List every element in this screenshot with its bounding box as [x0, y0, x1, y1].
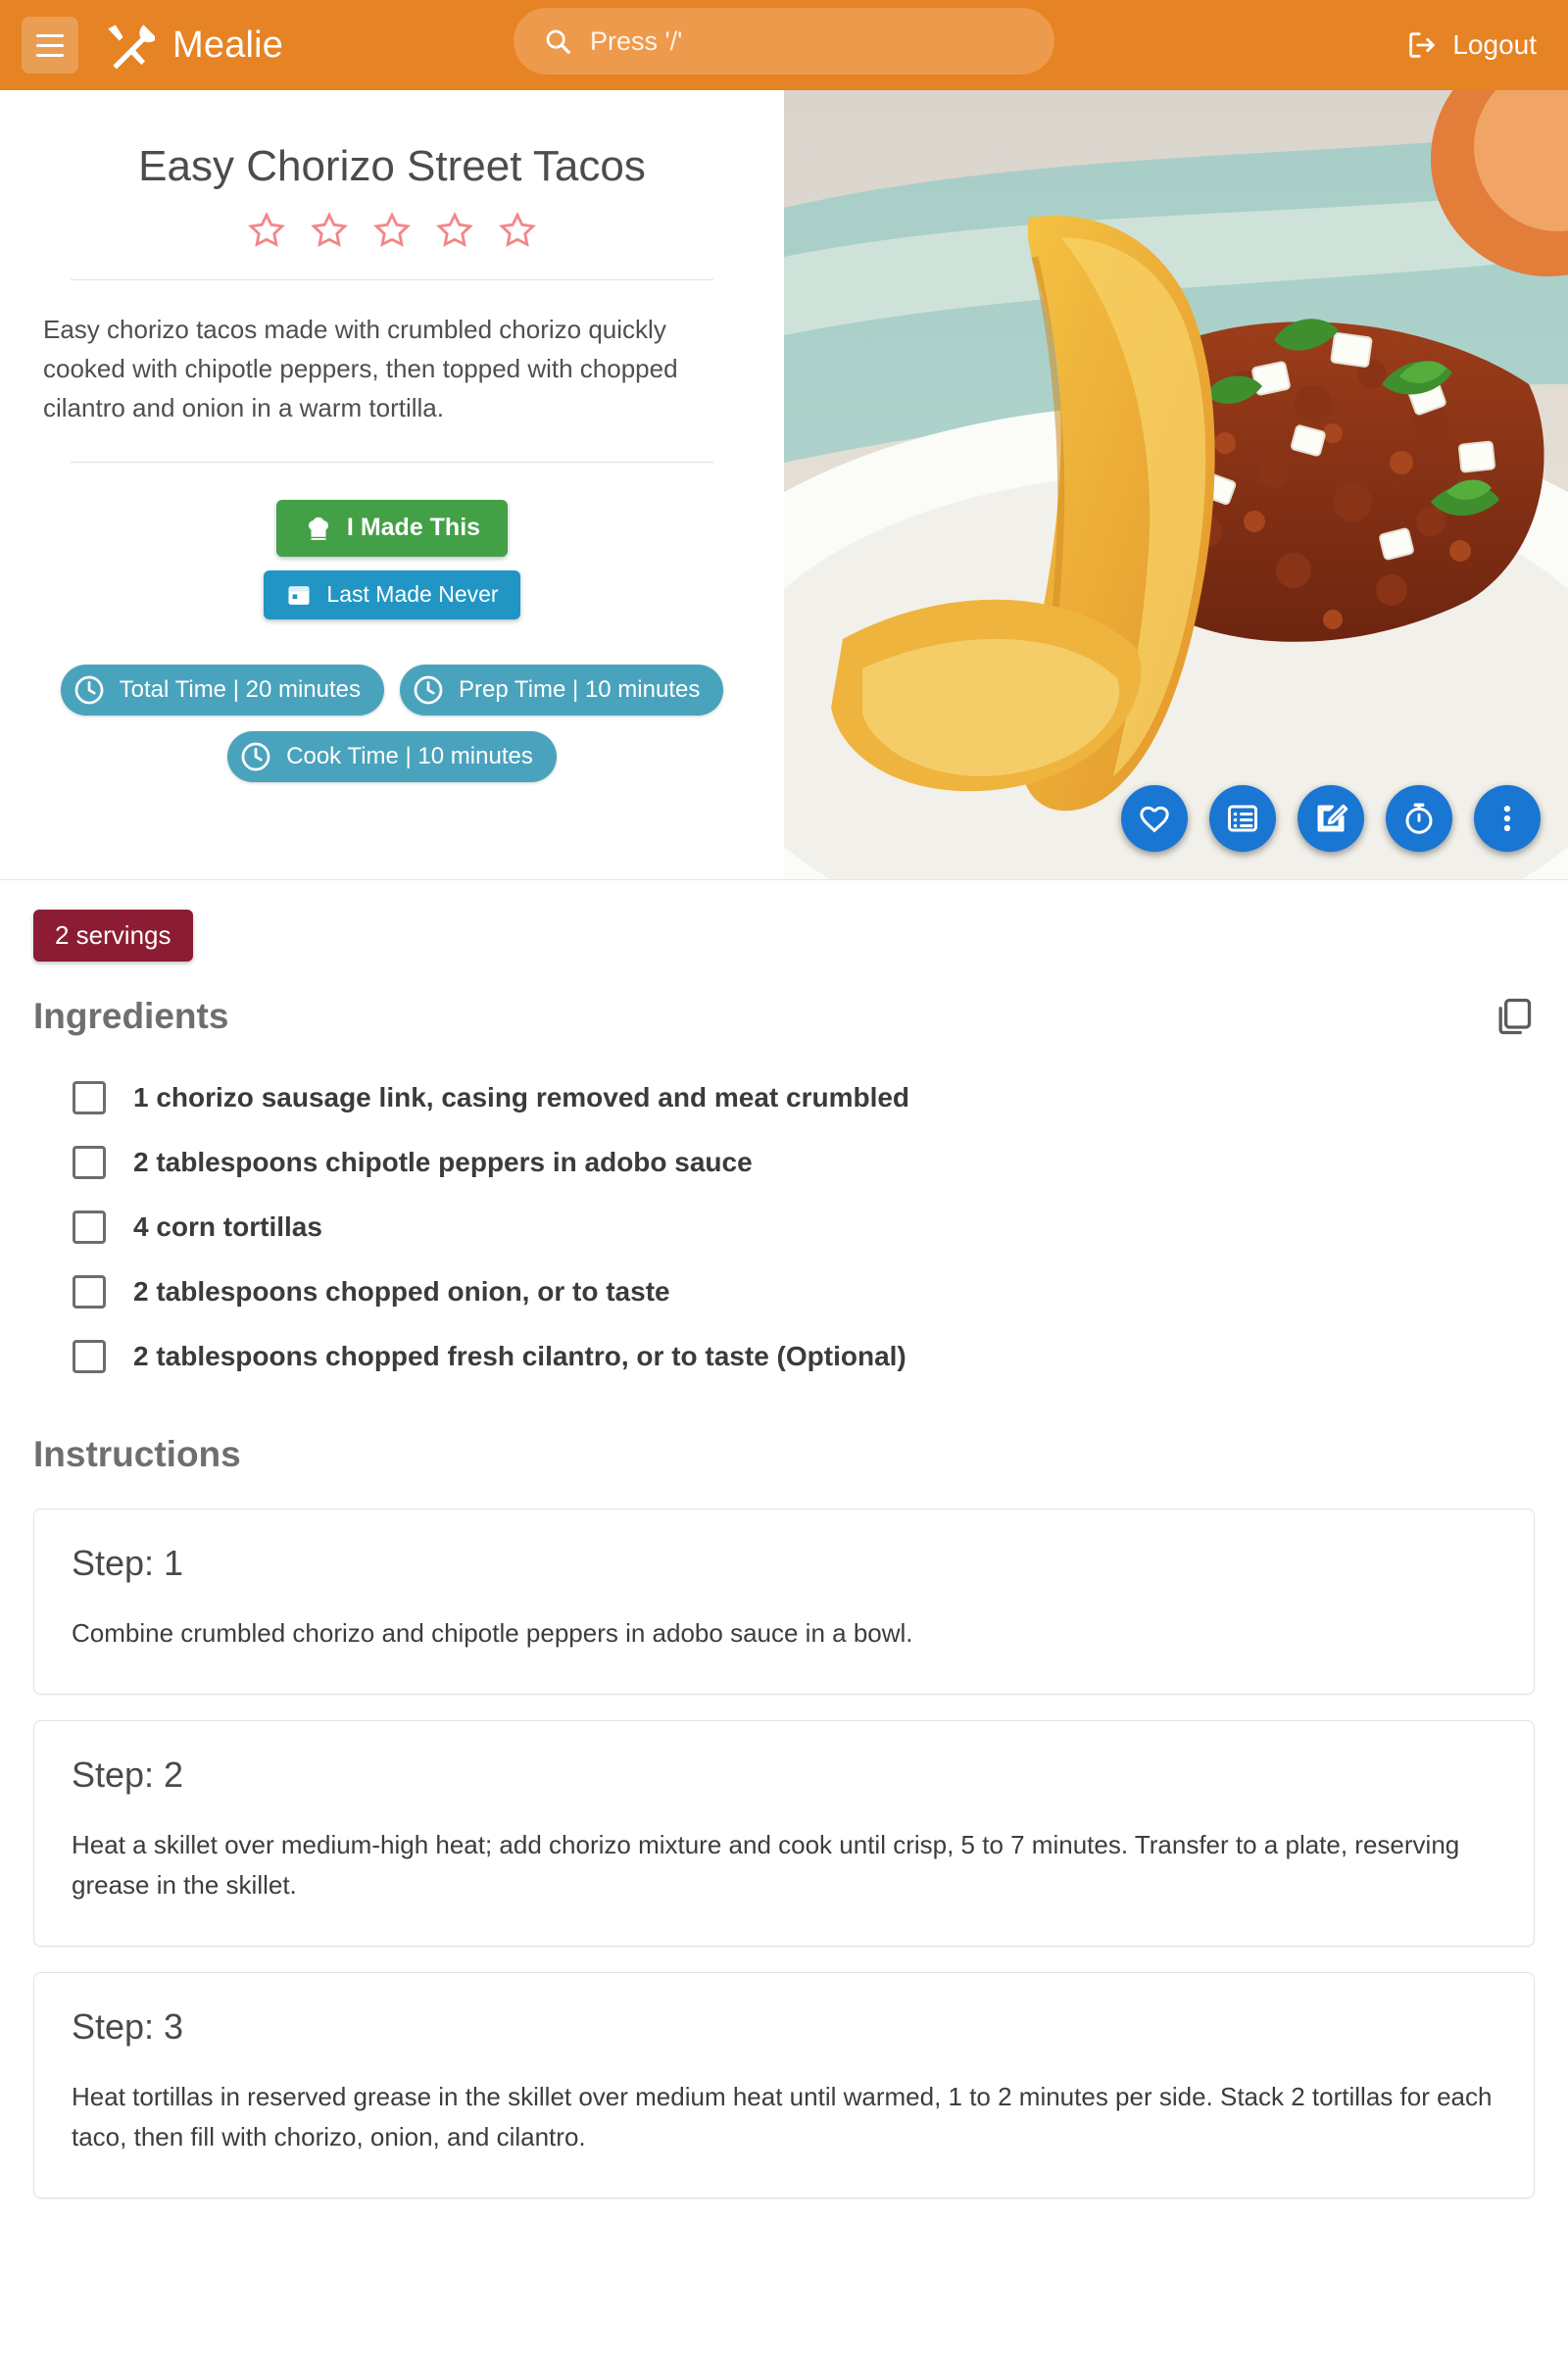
- list-icon: [1225, 801, 1260, 836]
- calendar-icon: [285, 581, 313, 609]
- time-chip-group: [33, 665, 751, 782]
- last-made-label: Last Made Never: [326, 581, 499, 608]
- star-icon-4[interactable]: [435, 211, 474, 250]
- cook-time-label: Cook Time | 10 minutes: [286, 742, 533, 769]
- ingredients-header: [0, 962, 1568, 1050]
- i-made-this-label: I Made This: [346, 514, 481, 542]
- search-icon: [543, 26, 572, 56]
- ingredients-list: [0, 1050, 1568, 1389]
- step-title: Step: 3: [72, 2005, 184, 2047]
- step-title: Step: 1: [72, 1543, 184, 1583]
- ingredient-checkbox[interactable]: [73, 1146, 106, 1179]
- ingredient-label: 2 tablespoons chipotle peppers in adobo sauce: [133, 1147, 753, 1177]
- cook-time-chip[interactable]: [227, 731, 557, 782]
- step-text: Combine crumbled chorizo and chipotle peppers in adobo sauce in a bowl.: [72, 1618, 913, 1648]
- recipe-description: Easy chorizo tacos made with crumbled chorizo quickly cooked with chipotle peppers, then topped with chopped cilantro and onion in a warm tortilla.: [43, 314, 678, 423]
- rating-stars[interactable]: [33, 211, 751, 250]
- logout-icon: [1405, 28, 1439, 62]
- image-action-buttons: [1121, 785, 1541, 852]
- recipe-hero: [0, 90, 1568, 880]
- fork-knife-logo-icon: [104, 20, 155, 71]
- ingredient-label: 2 tablespoons chopped onion, or to taste: [133, 1276, 670, 1307]
- copy-icon[interactable]: [1492, 995, 1535, 1038]
- ingredient-checkbox[interactable]: [73, 1275, 106, 1309]
- timer-icon: [1401, 801, 1437, 836]
- instructions-list: [0, 1485, 1568, 2257]
- total-time-chip[interactable]: [61, 665, 384, 716]
- step-text: Heat tortillas in reserved grease in the skillet over medium heat until warmed, 1 to 2 minutes per side. Stack 2 tortillas for each taco, then fill with chorizo, onion, and cilantro.: [72, 2081, 1493, 2152]
- i-made-this-button[interactable]: [276, 500, 508, 557]
- search-placeholder: Press '/': [590, 25, 683, 56]
- ingredient-label: 2 tablespoons chopped fresh cilantro, or to taste (Optional): [133, 1341, 906, 1371]
- star-icon-1[interactable]: [247, 211, 286, 250]
- divider-bottom: [71, 462, 713, 463]
- ingredient-row[interactable]: [33, 1260, 1535, 1324]
- last-made-chip[interactable]: [264, 570, 519, 619]
- step-title: Step: 2: [72, 1754, 184, 1795]
- ingredients-heading: Ingredients: [33, 996, 229, 1036]
- logout-label: Logout: [1452, 29, 1537, 60]
- prep-time-label: Prep Time | 10 minutes: [459, 675, 701, 703]
- clock-icon: [73, 673, 106, 707]
- more-options-button[interactable]: [1474, 785, 1541, 852]
- instruction-step[interactable]: [33, 1972, 1535, 2199]
- ingredient-row[interactable]: [33, 1065, 1535, 1130]
- made-actions: [33, 500, 751, 619]
- ingredient-label: 1 chorizo sausage link, casing removed and meat crumbled: [133, 1082, 910, 1112]
- ingredient-row[interactable]: [33, 1324, 1535, 1389]
- ingredient-checkbox[interactable]: [73, 1340, 106, 1373]
- servings-section: [0, 880, 1568, 962]
- instruction-step[interactable]: [33, 1508, 1535, 1695]
- recipe-details-button[interactable]: [1209, 785, 1276, 852]
- clock-icon: [412, 673, 445, 707]
- app-header: [0, 0, 1568, 90]
- logout-button[interactable]: [1405, 28, 1546, 62]
- star-icon-3[interactable]: [372, 211, 412, 250]
- ingredient-checkbox[interactable]: [73, 1081, 106, 1114]
- servings-badge[interactable]: 2 servings: [33, 910, 193, 962]
- dots-vertical-icon: [1490, 801, 1525, 836]
- hamburger-menu-icon[interactable]: [22, 17, 78, 74]
- pencil-square-icon: [1313, 801, 1348, 836]
- ingredient-row[interactable]: [33, 1130, 1535, 1195]
- brand[interactable]: [104, 20, 283, 71]
- prep-time-chip[interactable]: [400, 665, 723, 716]
- favorite-button[interactable]: [1121, 785, 1188, 852]
- heart-icon: [1137, 801, 1172, 836]
- recipe-photo: [784, 90, 1568, 879]
- ingredient-checkbox[interactable]: [73, 1211, 106, 1244]
- recipe-summary: [0, 90, 784, 879]
- search-input[interactable]: [514, 8, 1054, 74]
- edit-recipe-button[interactable]: [1298, 785, 1364, 852]
- ingredient-row[interactable]: [33, 1195, 1535, 1260]
- instruction-step[interactable]: [33, 1720, 1535, 1947]
- total-time-label: Total Time | 20 minutes: [119, 675, 361, 703]
- clock-icon: [239, 740, 272, 773]
- brand-name: Mealie: [172, 24, 284, 66]
- chef-hat-icon: [304, 514, 333, 543]
- instructions-heading: Instructions: [33, 1434, 241, 1474]
- star-icon-2[interactable]: [310, 211, 349, 250]
- page-title: Easy Chorizo Street Tacos: [138, 142, 646, 190]
- instructions-header: [0, 1389, 1568, 1485]
- recipe-image: [784, 90, 1568, 879]
- divider-top: [71, 279, 713, 280]
- star-icon-5[interactable]: [498, 211, 537, 250]
- timer-button[interactable]: [1386, 785, 1452, 852]
- step-text: Heat a skillet over medium-high heat; add chorizo mixture and cook until crisp, 5 to 7 minutes. Transfer to a plate, reserving grease in the skillet.: [72, 1829, 1460, 1901]
- ingredient-label: 4 corn tortillas: [133, 1211, 322, 1242]
